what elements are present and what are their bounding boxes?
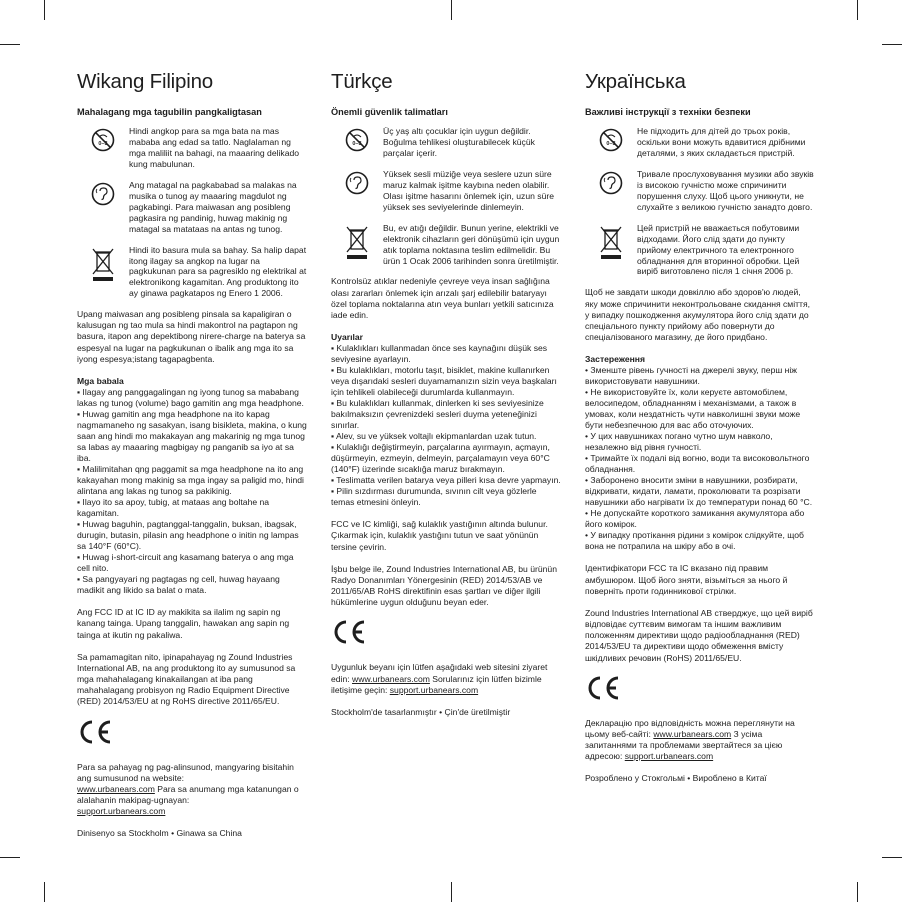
safety-heading: Mahalagang mga tagubilin pangkaligtasan <box>77 106 262 117</box>
warning-age <box>77 126 307 170</box>
list-item: • Не використовуйте їх, коли керуєте автомобілем, велосипедом, обладнанням і механізмами, а також в умовах, коли нездатність чути навколишні звуки може бути небезпечною для вас або оточуючих. <box>585 387 801 431</box>
warning-text: Hindi angkop para sa mga bata na mas mababa ang edad sa tatlo. Naglalaman ng mga maliliit na bahagi, na maaaring delikado kung mabulunan. <box>129 126 300 170</box>
footer-text: Dinisenyo sa Stockholm • Ginawa sa China <box>77 828 242 839</box>
list-item: ▪ Pilin sızdırması durumunda, sıvının cilt veya gözlerle temas etmesini önleyin. <box>331 486 537 508</box>
crop-mark <box>882 857 902 858</box>
contact-text: Декларацію про відповідність можна переглянути на цьому веб-сайті: www.urbanears.com З усіма запитаннями та проблемами звертайтеся за цією адресою: support.urbanears.com <box>585 717 795 762</box>
safety-heading: Важливі інструкції з техніки безпеки <box>585 106 751 117</box>
age-0-3-prohibited-icon <box>345 128 369 152</box>
list-item: ▪ Huwag baguhin, pagtanggal-tanggalin, buksan, ibagsak, durugin, butasin, pilasin ang headphone o initin ng lampas sa 140°F (60°C). <box>77 519 299 552</box>
footer-text: Розроблено у Стокгольмі • Вироблено в Китаї <box>585 773 767 784</box>
disposal-text: Upang maiwasan ang posibleng pinsala sa kapaligiran o kalusugan ng tao mula sa hindi makontrol na pagtapon ng basura, itapon ang depektibong nirere-charge na baterya sa espesyal na lugar na pagkukunan o ibalik ang mga ito sa iyong espesya;istang tagapagbenta. <box>77 309 306 364</box>
caution-list <box>77 387 307 596</box>
list-item: • У випадку протікання рідини з комірок слідкуйте, щоб вона не потрапила на шкіру або в очі. <box>585 530 804 552</box>
warning-weee <box>585 223 815 278</box>
ce-mark-icon <box>585 675 621 701</box>
contact-text: Para sa pahayag ng pag-alinsunod, mangyaring bisitahin ang sumusunod na website: www.urbanears.com Para sa anumang mga katanungan o alalahanin makipag-ugnayan: support.urbanears.com <box>77 761 299 817</box>
caution-heading: Застереження <box>585 354 646 365</box>
warning-text: Yüksek sesli müziğe veya seslere uzun süre maruz kalmak işitme kaybına neden olabilir. Olası işitme hasarını önlemek için, uzun süre yüksek ses seviyelerinde dinlemeyin. <box>383 169 554 212</box>
list-item: ▪ Bu kulaklıkları kullanmak, dinlerken ki ses seviyesinize bakılmaksızın çevrenizdeki sesleri duyma yeteneğinizi sınırlar. <box>331 398 544 431</box>
age-label: 0–3 <box>352 141 362 148</box>
warning-text: Не підходить для дітей до трьох років, оскільки вони можуть вдавитися дрібними деталями, з яких складається пристрій. <box>637 126 806 159</box>
crop-mark <box>451 0 452 20</box>
warning-age <box>585 126 815 159</box>
warning-text: Hindi ito basura mula sa bahay. Sa halip dapat itong ilagay sa angkop na lugar na pagkukunan para sa pagresiklo ng elektrikal at elektronikong kagamitan. Ang produktong ito ay ginawa pagkatapos ng Enero 1 2006. <box>129 244 307 299</box>
crop-mark <box>44 882 45 902</box>
declaration-text: Zound Industries International AB стверджує, що цей виріб відповідає суттєвим вимогам та іншим важливим положенням директиви щодо радіообладнання (RED) 2014/53/EU та директиви щодо обмеження вмісту шкідливих речовин (RoHS) 2011/65/EU. <box>585 607 813 663</box>
list-item: • Тримайте їх подалі від вогню, води та високовольтного обладнання. <box>585 453 810 475</box>
list-item: ▪ Sa pangyayari ng pagtagas ng cell, huwag hayaang madikit ang likido sa balat o mata. <box>77 574 280 596</box>
warning-weee <box>331 223 561 267</box>
website-link[interactable]: www.urbanears.com <box>77 783 155 794</box>
column-title: Türkçe <box>331 70 393 93</box>
crop-mark <box>0 44 20 45</box>
column-filipino <box>77 72 307 851</box>
website-link[interactable]: www.urbanears.com <box>653 728 732 739</box>
list-item: ▪ Huwag gamitin ang mga headphone na ito kapag nagmamaneho ng sasakyan, isang bisikleta, makina, o kung saan ang hindi mo makakayan ang makarinig ng mga tunog sa labas ay maaaring magbigay ng panganib sa iyo at sa iba. <box>77 409 307 464</box>
column-ukrainian <box>585 72 815 796</box>
warning-hearing <box>77 180 307 235</box>
ce-mark <box>585 675 815 706</box>
ce-mark-icon <box>77 719 113 745</box>
list-item: ▪ Bu kulaklıkları, motorlu taşıt, bisiklet, makine kullanırken veya dışarıdaki sesleri duyamamanızın sizin veya başkaları için tehlikeli olabileceği durumlarda kullanmayın. <box>331 365 557 398</box>
contact-text: Uygunluk beyanı için lütfen aşağıdaki web sitesini ziyaret edin: www.urbanears.com Sorularınız için lütfen bizimle iletişime geçin: support.urbanears.com <box>331 662 548 695</box>
fcc-text: Ang FCC ID at IC ID ay makikita sa ilalim ng sapin ng kanang tainga. Upang tanggalin, hawakan ang sapin ng tainga at ikutin ng pakaliwa. <box>77 607 290 640</box>
warning-weee <box>77 245 307 300</box>
caution-heading: Uyarılar <box>331 332 364 343</box>
disposal-text: Kontrolsüz atıklar nedeniyle çevreye veya insan sağlığına olası zararları önlemek için arızalı şarj edilebilir bataryayı özel toplama noktalarına atın veya bunları yetkili satıcınıza iade edin. <box>331 276 554 320</box>
list-item: • У цих навушниках погано чутно шум навколо, незалежно від рівня гучності. <box>585 431 773 453</box>
crossed-out-bin-icon <box>90 247 116 283</box>
age-label: 0–3 <box>606 141 616 148</box>
declaration-text: İşbu belge ile, Zound Industries International AB, bu ürünün Radyo Donanımları Yönergesinin (RED) 2014/53/AB ve 2011/65/AB RoHS direktifinin esas şartları ve diğer ilgili hükümlerine uygun olduğunu beyan eder. <box>331 563 557 608</box>
list-item: • Заборонено вносити зміни в навушники, розбирати, відкривати, кидати, ламати, проколювати та розрізати навушники або нагрівати їх до температури понад 60 °С. <box>585 475 813 508</box>
list-item: ▪ Kulaklığı değiştirmeyin, parçalarına ayırmayın, açmayın, düşürmeyin, ezmeyin, delmeyin, parçalamayın veya 60°C (140°F) üzerinde sıcaklığa maruz bırakmayın. <box>331 442 550 475</box>
support-link[interactable]: support.urbanears.com <box>77 806 166 817</box>
crossed-out-bin-icon <box>598 225 624 261</box>
list-item: ▪ Kulaklıkları kullanmadan önce ses kaynağını düşük ses seviyesine ayarlayın. <box>331 343 548 365</box>
support-link[interactable]: support.urbanears.com <box>624 751 714 762</box>
column-title: Wikang Filipino <box>77 70 213 93</box>
crop-mark <box>0 857 20 858</box>
declaration-text: Sa pamamagitan nito, ipinapahayag ng Zound Industries International AB, na ang produktong ito ay sumusunod sa mga mahahalagang kinakailangan at iba pang mahahalagang probisyon ng Radio Equipment Directive (RED) 2014/53/EU at ng RoHS directive 2011/65/EU. <box>77 651 296 707</box>
warning-text: Тривале прослуховування музики або звуків із високою гучністю може спричинити порушення слуху. Щоб цього уникнути, не слухайте з великою гучністю занадто довго. <box>637 169 814 212</box>
column-turkish <box>331 72 561 729</box>
warning-age <box>331 126 561 159</box>
warning-text: Bu, ev atığı değildir. Bunun yerine, elektrikli ve elektronik cihazların geri dönüşümü için uygun atık toplama noktasına teslim edilmelidir. Bu ürün 1 Ocak 2006 tarihinden sonra üretilmiştir. <box>383 222 560 266</box>
crop-mark <box>857 882 858 902</box>
list-item: ▪ Malilimitahan qng paggamit sa mga headphone na ito ang kakayahan mong makinig sa mga ingay sa paligid mo, hindi alintana ang lakas ng tunog sa pakikinig. <box>77 464 304 497</box>
ce-mark-icon <box>331 619 367 645</box>
safety-heading: Önemli güvenlik talimatları <box>331 106 448 117</box>
disposal-text: Щоб не завдати шкоди довкіллю або здоров'ю людей, яку може спричинити неконтрольоване скидання сміття, у випадку пошкодження акумулятора його слід здати до спеціального пункту прийому або повернути до спеціалізованого магазину, де його придбано. <box>585 287 811 343</box>
crop-mark <box>451 882 452 902</box>
age-0-3-prohibited-icon <box>599 128 623 152</box>
age-label: 0–3 <box>98 141 108 148</box>
caution-heading: Mga babala <box>77 376 124 386</box>
warning-text: Üç yaş altı çocuklar için uygun değildir. Boğulma tehlikesi oluşturabilecek küçük parçalar içerir. <box>383 126 535 159</box>
warning-text: Цей пристрій не вважається побутовими відходами. Його слід здати до пункту прийому електричного та електронного обладнання для вторинної обробки. Цей виріб виготовлено після 1 січня 2006 р. <box>637 222 800 277</box>
fcc-text: Ідентифікатори FCC та IC вказано під правим амбушюром. Щоб його зняти, візьміться за нього й поверніть проти годинникової стрілки. <box>585 563 788 596</box>
support-link[interactable]: support.urbanears.com <box>389 684 479 695</box>
list-item: ▪ Ilayo ito sa apoy, tubig, at mataas ang boltahe na kagamitan. <box>77 497 270 519</box>
ce-mark <box>77 719 307 750</box>
hearing-protection-icon <box>599 171 623 195</box>
list-item: • Зменште рівень гучності на джерелі звуку, перш ніж використовувати навушники. <box>585 365 798 387</box>
fcc-text: FCC ve IC kimliği, sağ kulaklık yastığının altında bulunur. Çıkarmak için, kulaklık yastığını tutun ve saat yönünün tersine çevirin. <box>331 519 548 552</box>
age-0-3-prohibited-icon <box>91 128 115 152</box>
list-item: ▪ Huwag i-short-circuit ang kasamang baterya o ang mga cell nito. <box>77 552 294 574</box>
crossed-out-bin-icon <box>344 225 370 261</box>
warning-hearing <box>585 169 815 213</box>
caution-list <box>331 343 561 508</box>
list-item: • Не допускайте короткого замикання акумулятора або його комірок. <box>585 508 805 530</box>
list-item: ▪ Alev, su ve yüksek voltajlı ekipmanlardan uzak tutun. <box>331 431 537 442</box>
list-item: ▪ Ilagay ang panggagalingan ng iyong tunog sa mababang lakas ng tunog (volume) bago gamitin ang mga headphone. <box>77 387 304 409</box>
crop-mark <box>882 44 902 45</box>
caution-list <box>585 365 815 552</box>
hearing-protection-icon <box>91 182 115 206</box>
hearing-protection-icon <box>345 171 369 195</box>
crop-mark <box>857 0 858 20</box>
list-item: ▪ Teslimatta verilen batarya veya pilleri kısa devre yapmayın. <box>331 475 561 486</box>
column-title: Українська <box>585 70 686 93</box>
crop-mark <box>44 0 45 20</box>
warning-hearing <box>331 169 561 213</box>
footer-text: Stockholm'de tasarlanmıştır • Çin'de üretilmiştir <box>331 707 511 717</box>
website-link[interactable]: www.urbanears.com <box>352 673 430 684</box>
warning-text: Ang matagal na pagkababad sa malakas na musika o tunog ay maaaring magdulot ng pagkabingi. Para maiwasan ang posibleng pagkasira ng pandinig, huwag makinig ng matagal sa matataas na antas ng tunog. <box>129 180 297 234</box>
ce-mark <box>331 619 561 650</box>
